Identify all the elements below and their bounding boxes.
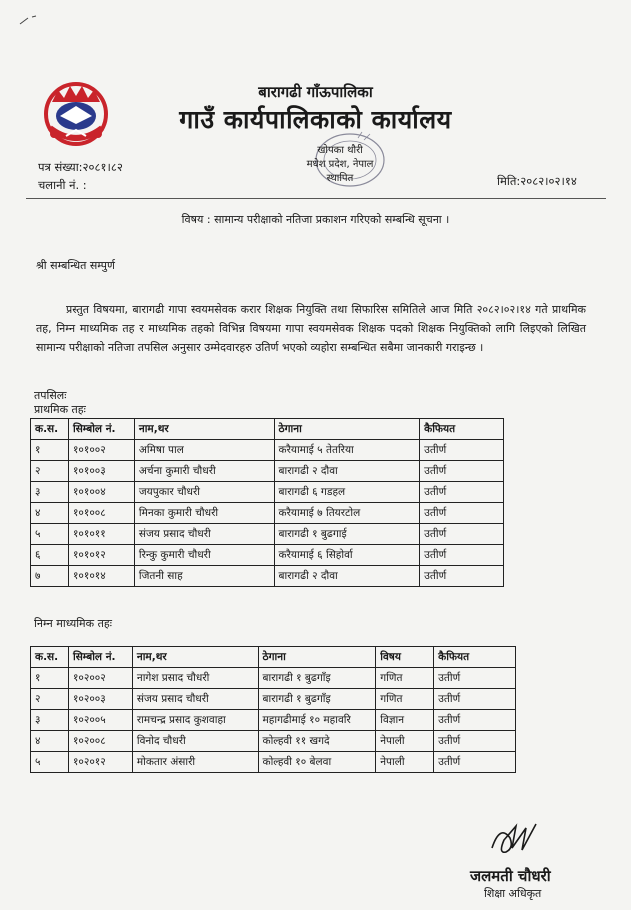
col-header-address: ठेगाना xyxy=(258,647,376,668)
salutation: श्री सम्बन्धित सम्पुर्ण xyxy=(36,259,115,272)
cell-name: मोकतार अंसारी xyxy=(132,752,258,773)
cell-address: बारागढी २ दौवा xyxy=(274,461,420,482)
cell-address: बारागढी १ बुढगाँइ xyxy=(258,689,376,710)
cell-address: बारागढी १ बुढगाँइ xyxy=(258,668,376,689)
primary-level-label: प्राथमिक तहः xyxy=(34,403,86,416)
cell-symbol: १०१०११ xyxy=(68,524,134,545)
letter-number: पत्र संख्या:२०८१।८२ xyxy=(38,160,123,174)
cell-subject: गणित xyxy=(376,668,434,689)
table-row xyxy=(31,482,504,503)
col-header-serial: क.स. xyxy=(31,647,69,668)
cell-remarks: उतीर्ण xyxy=(420,482,504,503)
subject-line: विषय : सामान्य परीक्षाको नतिजा प्रकाशन गरिएको सम्बन्धि सूचना । xyxy=(181,213,450,226)
cell-address: कोल्हवी ११ खगदे xyxy=(258,731,376,752)
col-header-serial: क.स. xyxy=(31,419,69,440)
address-line-1: खोपका थौरी xyxy=(317,145,363,156)
cell-address: बारागढी २ दौवा xyxy=(274,566,420,587)
cell-name: मिनका कुमारी चौधरी xyxy=(134,503,274,524)
tapasil-label: तपसिलः xyxy=(34,389,67,402)
lower-secondary-label: निम्न माध्यमिक तहः xyxy=(34,617,112,630)
cell-serial: ४ xyxy=(31,731,69,752)
cell-address: करैयामाई ५ तेतरिया xyxy=(274,440,420,461)
dispatch-number: चलानी नं. : xyxy=(38,178,87,192)
cell-name: रिन्कु कुमारी चौधरी xyxy=(134,545,274,566)
col-header-name: नाम,थर xyxy=(134,419,274,440)
cell-serial: ५ xyxy=(31,524,69,545)
table-row xyxy=(31,524,504,545)
cell-symbol: १०२००५ xyxy=(68,710,132,731)
cell-name: अमिषा पाल xyxy=(134,440,274,461)
cell-serial: ६ xyxy=(31,545,69,566)
office-name: गाउँ कार्यपालिकाको कार्यालय xyxy=(179,105,452,134)
cell-subject: नेपाली xyxy=(376,731,434,752)
cell-symbol: १०१०१२ xyxy=(68,545,134,566)
cell-serial: २ xyxy=(31,689,69,710)
col-header-remarks: कैफियत xyxy=(420,419,504,440)
cell-address: करैयामाई ७ तियरटोल xyxy=(274,503,420,524)
cell-serial: २ xyxy=(31,461,69,482)
cell-remarks: उतीर्ण xyxy=(434,752,516,773)
table-row xyxy=(31,731,516,752)
cell-serial: ५ xyxy=(31,752,69,773)
primary-results-table xyxy=(30,418,504,587)
cell-address: बारागढी १ बुढगाई xyxy=(274,524,420,545)
header-divider xyxy=(26,198,606,199)
cell-symbol: १०१००८ xyxy=(68,503,134,524)
table-row xyxy=(31,440,504,461)
col-header-name: नाम,थर xyxy=(132,647,258,668)
col-header-remarks: कैफियत xyxy=(434,647,516,668)
table-row xyxy=(31,689,516,710)
cell-remarks: उतीर्ण xyxy=(420,503,504,524)
cell-subject: विज्ञान xyxy=(376,710,434,731)
cell-address: करैयामाई ६ सिहोर्वा xyxy=(274,545,420,566)
notice-body: प्रस्तुत विषयमा, बारागढी गापा स्वयमसेवक करार शिक्षक नियुक्ति तथा सिफारिस समितिले आज मिति २०८२।०२।१४ गते प्राथमिक तह, निम्न माध्यमिक तह र माध्यमिक तहको विभिन्न विषयमा गापा स्वयमसेवक शिक्षक पदको शिक्षक नियुक्तिको लागि लिइएको लिखित सामान्य परीक्षाको नतिजा तपसिल अनुसार उम्मेदवारहरु उतिर्ण भएको व्यहोरा सम्बन्धित सबैमा जानकारी गराइन्छ । xyxy=(36,303,586,354)
table-header-row xyxy=(31,647,516,668)
cell-remarks: उतीर्ण xyxy=(420,461,504,482)
cell-name: विनोद चौधरी xyxy=(132,731,258,752)
cell-subject: नेपाली xyxy=(376,752,434,773)
cell-name: जितनी साह xyxy=(134,566,274,587)
cell-name: रामचन्द्र प्रसाद कुशवाहा xyxy=(132,710,258,731)
signatory-title: शिक्षा अधिकृत xyxy=(484,887,542,900)
cell-name: संजय प्रसाद चौधरी xyxy=(134,524,274,545)
address-line-2: मधेश प्रदेश, नेपाल xyxy=(306,159,374,170)
table-header-row xyxy=(31,419,504,440)
cell-serial: ३ xyxy=(31,710,69,731)
cell-remarks: उतीर्ण xyxy=(434,668,516,689)
handwritten-signature-icon xyxy=(486,818,552,862)
cell-serial: १ xyxy=(31,440,69,461)
cell-remarks: उतीर्ण xyxy=(434,710,516,731)
municipality-name: बारागढी गाँऊपालिका xyxy=(258,83,373,101)
cell-serial: ४ xyxy=(31,503,69,524)
cell-symbol: १०१००४ xyxy=(68,482,134,503)
cell-name: जयपुकार चौधरी xyxy=(134,482,274,503)
col-header-subject: विषय xyxy=(376,647,434,668)
table-row xyxy=(31,461,504,482)
cell-symbol: १०१०१४ xyxy=(68,566,134,587)
cell-symbol: १०२००२ xyxy=(68,668,132,689)
cell-name: संजय प्रसाद चौधरी xyxy=(132,689,258,710)
table-row xyxy=(31,668,516,689)
table-row xyxy=(31,503,504,524)
cell-serial: ३ xyxy=(31,482,69,503)
cell-serial: ७ xyxy=(31,566,69,587)
cell-name: नागेश प्रसाद चौधरी xyxy=(132,668,258,689)
cell-symbol: १०२००८ xyxy=(68,731,132,752)
table-row xyxy=(31,710,516,731)
cell-remarks: उतीर्ण xyxy=(420,440,504,461)
cell-symbol: १०२००३ xyxy=(68,689,132,710)
cell-remarks: उतीर्ण xyxy=(420,545,504,566)
cell-remarks: उतीर्ण xyxy=(420,524,504,545)
cell-address: कोल्हवी १० बेलवा xyxy=(258,752,376,773)
lower-secondary-results-table xyxy=(30,646,516,773)
table-row xyxy=(31,545,504,566)
letter-date: मिति:२०८२।०२।१४ xyxy=(497,174,577,188)
cell-symbol: १०२०१२ xyxy=(68,752,132,773)
col-header-address: ठेगाना xyxy=(274,419,420,440)
col-header-symbol: सिम्बोल नं. xyxy=(68,647,132,668)
pen-mark-icon xyxy=(18,14,48,26)
cell-symbol: १०१००२ xyxy=(68,440,134,461)
table-row xyxy=(31,752,516,773)
cell-name: अर्चना कुमारी चौधरी xyxy=(134,461,274,482)
cell-remarks: उतीर्ण xyxy=(434,689,516,710)
cell-symbol: १०१००३ xyxy=(68,461,134,482)
col-header-symbol: सिम्बोल नं. xyxy=(68,419,134,440)
cell-remarks: उतीर्ण xyxy=(420,566,504,587)
cell-serial: १ xyxy=(31,668,69,689)
table-row xyxy=(31,566,504,587)
cell-address: महागढीमाई १० महावरि xyxy=(258,710,376,731)
cell-subject: गणित xyxy=(376,689,434,710)
signatory-name: जलमती चौधरी xyxy=(470,867,551,885)
cell-remarks: उतीर्ण xyxy=(434,731,516,752)
address-line-3: स्थापित xyxy=(326,173,354,184)
cell-address: बारागढी ६ गडहल xyxy=(274,482,420,503)
